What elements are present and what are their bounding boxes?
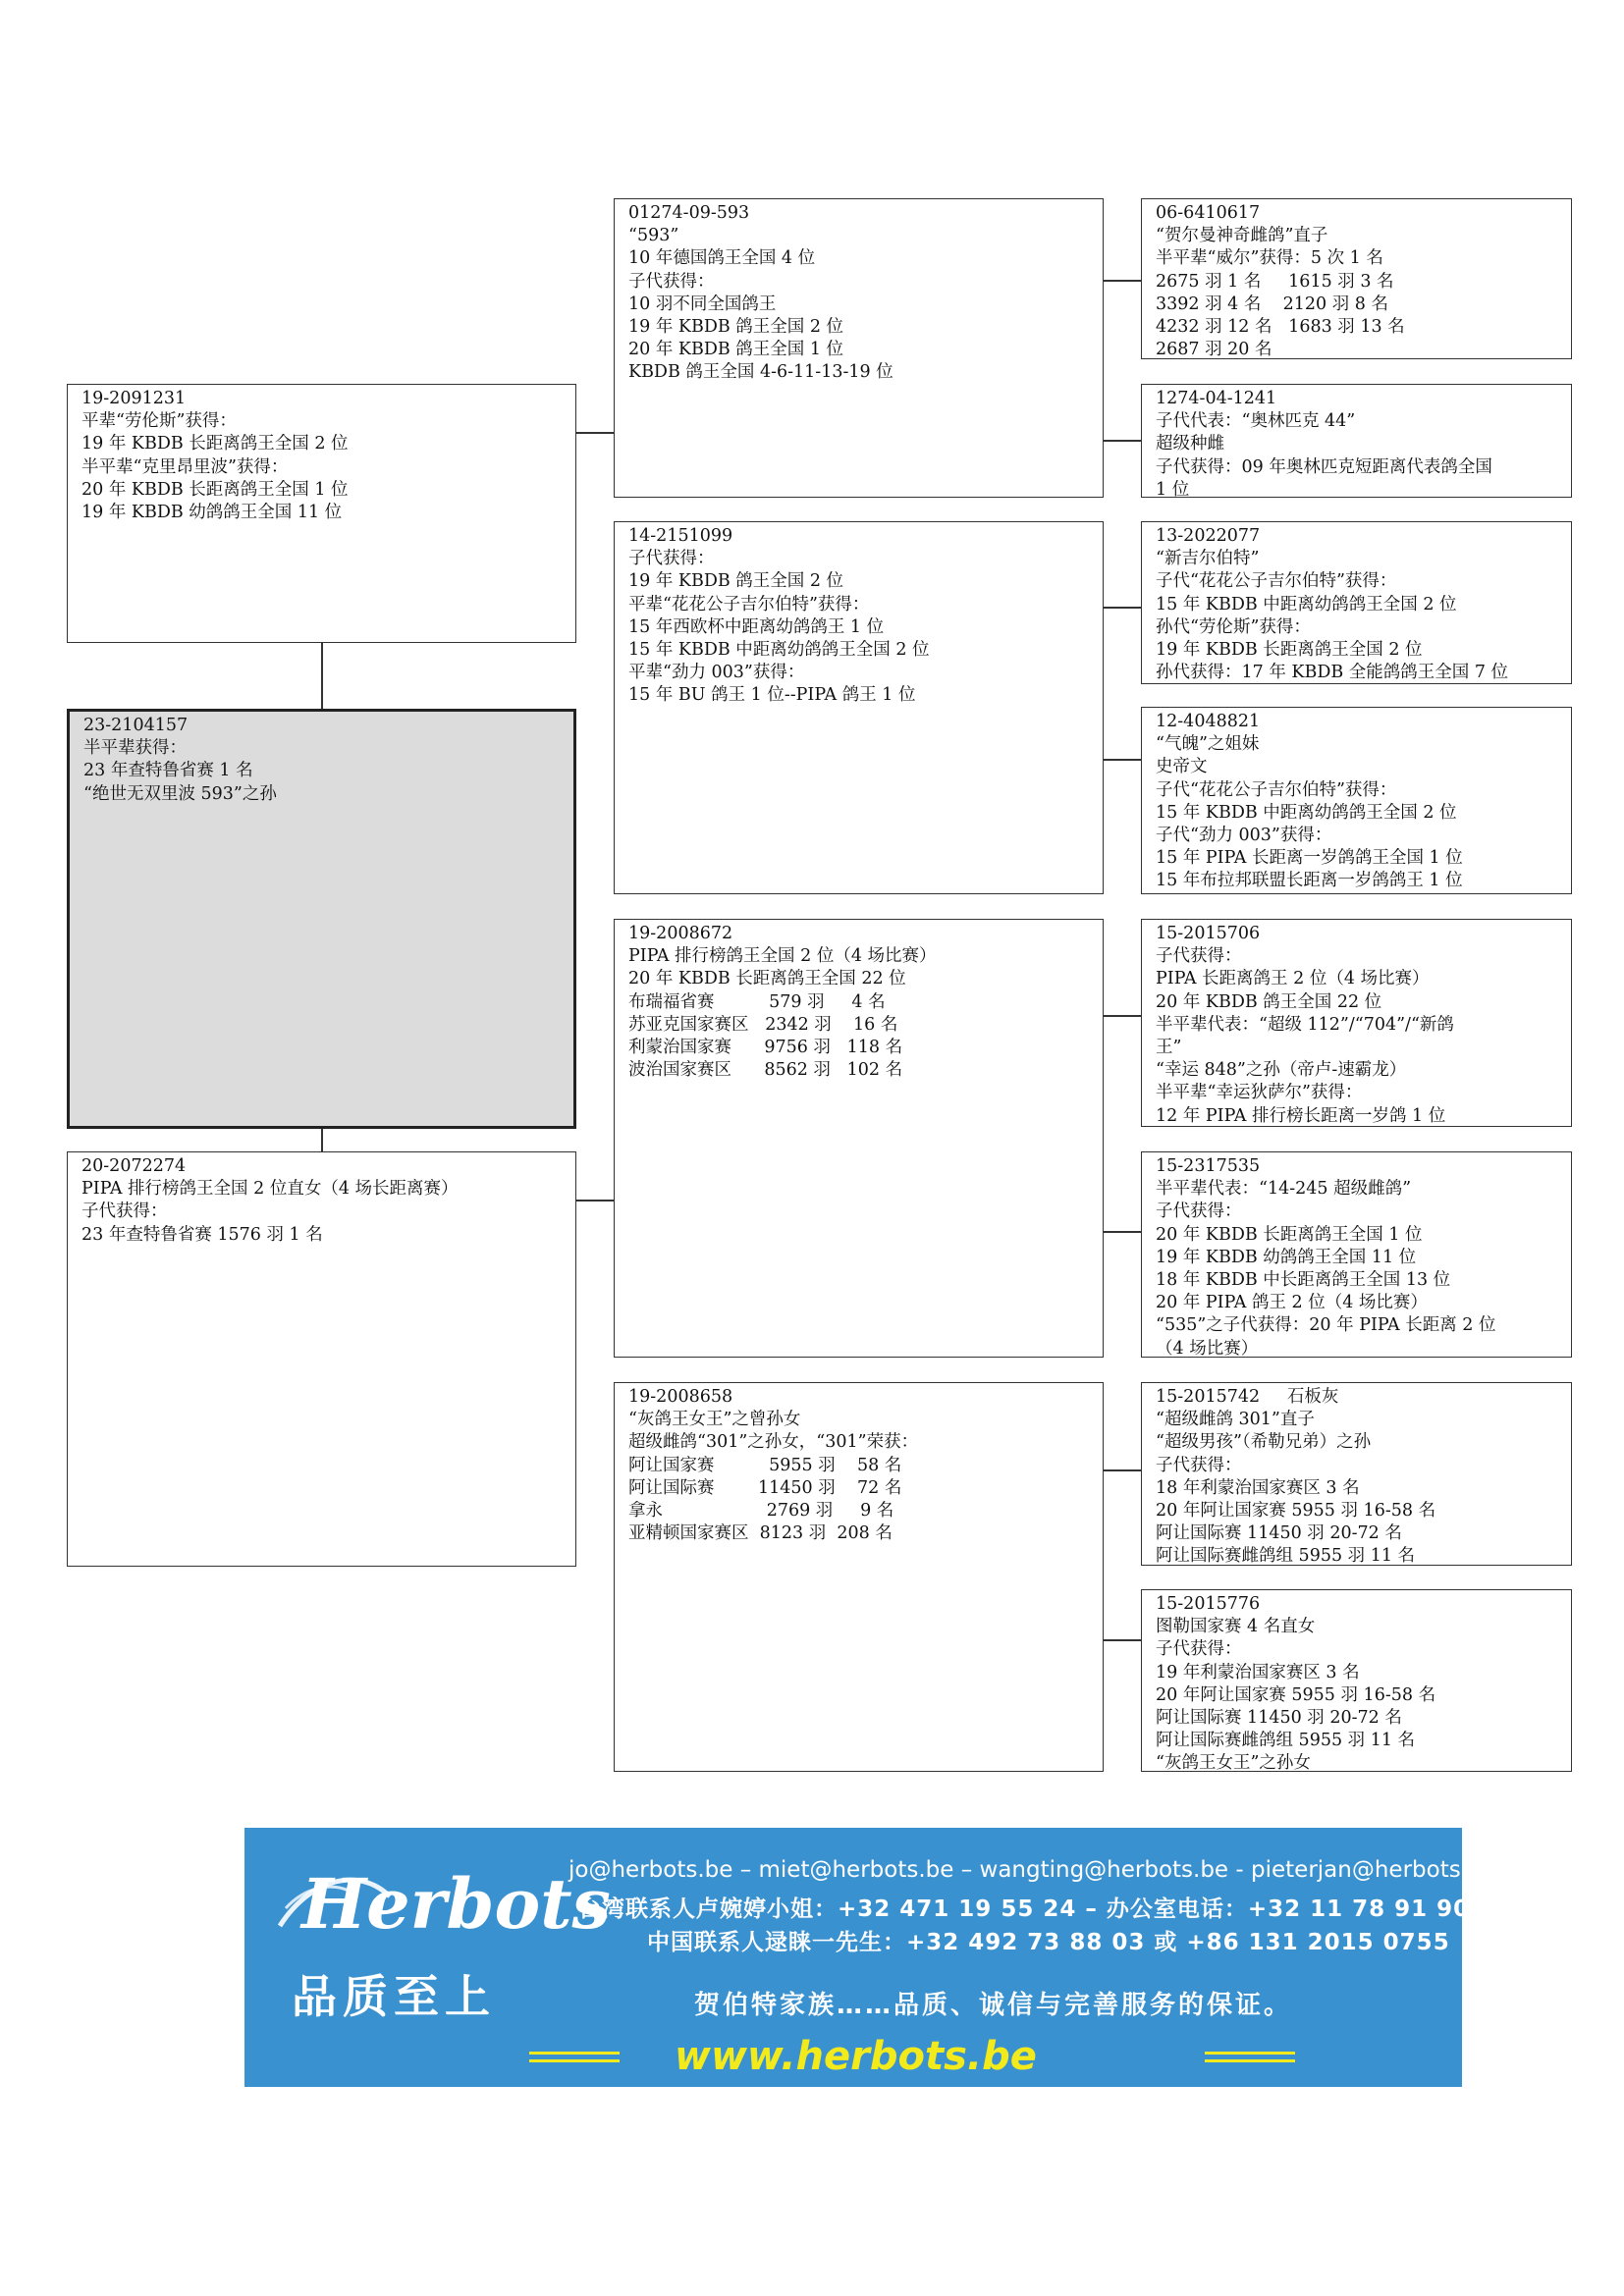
record-line: 3392 羽 4 名 2120 羽 8 名 — [1156, 294, 1388, 314]
record-line: 15 年 PIPA 长距离一岁鸽鸽王全国 1 位 — [1156, 848, 1463, 869]
record-line: 利蒙治国家赛 9756 羽 118 名 — [628, 1038, 903, 1058]
record-line: 超级种雌 — [1156, 434, 1224, 454]
decor-line-right — [1205, 2052, 1295, 2055]
record-line: “593” — [628, 226, 679, 246]
record-line: “灰鸽王女王”之曾孙女 — [628, 1410, 801, 1430]
record-line: 子代获得： — [1156, 1639, 1242, 1660]
record-line: “贺尔曼神奇雌鸽”直子 — [1156, 226, 1328, 246]
record-line: “绝世无双里波 593”之孙 — [83, 783, 277, 804]
record-line: 19 年 KBDB 长距离鸽王全国 2 位 — [1156, 640, 1423, 661]
record-line: 4232 羽 12 名 1683 羽 13 名 — [1156, 317, 1405, 338]
record-line: 子代“劲力 003”获得： — [1156, 826, 1332, 846]
record-line: 2675 羽 1 名 1615 羽 3 名 — [1156, 271, 1394, 292]
sire-box — [67, 384, 576, 643]
dam-sire-box — [614, 919, 1104, 1358]
record-line: 19 年利蒙治国家赛区 3 名 — [1156, 1662, 1360, 1682]
china-contact: 中国联系人逯睐一先生：+32 492 73 88 03 或 +86 131 2015 0755 — [647, 1930, 1450, 1955]
ring-number: 15-2015776 — [1156, 1594, 1261, 1614]
record-line: 史帝文 — [1156, 757, 1208, 777]
record-line: “新吉尔伯特” — [1156, 549, 1260, 569]
sd-dam-box — [1141, 707, 1572, 894]
record-line: 15 年 KBDB 中距离幼鸽鸽王全国 2 位 — [628, 640, 930, 661]
record-line: 苏亚克国家赛区 2342 羽 16 名 — [628, 1014, 898, 1035]
ring-number: 01274-09-593 — [628, 203, 750, 223]
record-line: 10 年德国鸽王全国 4 位 — [628, 248, 816, 269]
ring-number: 19-2091231 — [81, 389, 187, 408]
record-line: 18 年利蒙治国家赛区 3 名 — [1156, 1477, 1360, 1498]
ds-sire-box — [1141, 919, 1572, 1127]
record-line: 图勒国家赛 4 名直女 — [1156, 1617, 1316, 1637]
record-line: 子代获得： — [628, 549, 715, 569]
ring-number: 19-2008672 — [628, 924, 733, 943]
connector — [576, 432, 614, 434]
record-line: 波治国家赛区 8562 羽 102 名 — [628, 1060, 903, 1081]
record-line: 阿让国际赛雌鸽组 5955 羽 11 名 — [1156, 1546, 1416, 1567]
record-line: KBDB 鸽王全国 4-6-11-13-19 位 — [628, 362, 893, 383]
record-line: 王” — [1156, 1038, 1182, 1058]
sire-sire-box — [614, 198, 1104, 498]
dd-sire-box — [1141, 1382, 1572, 1566]
ss-dam-box — [1141, 384, 1572, 498]
record-line: “超级雌鸽 301”直子 — [1156, 1410, 1315, 1430]
record-line: PIPA 排行榜鸽王全国 2 位直女（4 场长距离赛） — [81, 1179, 459, 1200]
connector — [1104, 280, 1141, 282]
record-line: 阿让国际赛雌鸽组 5955 羽 11 名 — [1156, 1731, 1416, 1751]
record-line: 20 年 KBDB 长距离鸽王全国 1 位 — [1156, 1224, 1423, 1245]
ss-sire-box — [1141, 198, 1572, 359]
dam-dam-box — [614, 1382, 1104, 1772]
record-line: 20 年 KBDB 长距离鸽王全国 22 位 — [628, 969, 906, 989]
email-list[interactable]: jo@herbots.be – miet@herbots.be – wangting@herbots.be - pieterjan@herbots.be — [568, 1857, 1496, 1883]
record-line: 布瑞福省赛 579 羽 4 名 — [628, 991, 886, 1012]
subject-box — [67, 709, 576, 1129]
record-line: 阿让国家赛 5955 羽 58 名 — [628, 1455, 902, 1475]
record-line: 19 年 KBDB 鸽王全国 2 位 — [628, 571, 844, 592]
record-line: 15 年西欧杯中距离幼鸽鸽王 1 位 — [628, 616, 885, 637]
dd-dam-box — [1141, 1589, 1572, 1772]
record-line: 半平辈获得： — [83, 738, 187, 759]
connector — [1104, 1469, 1141, 1471]
record-line: 20 年 KBDB 鸽王全国 22 位 — [1156, 991, 1382, 1012]
record-line: 子代获得： — [1156, 946, 1242, 967]
record-line: 20 年 KBDB 长距离鸽王全国 1 位 — [81, 479, 349, 500]
record-line: 23 年查特鲁省赛 1576 羽 1 名 — [81, 1224, 323, 1245]
record-line: 阿让国际赛 11450 羽 72 名 — [628, 1477, 902, 1498]
record-line: PIPA 排行榜鸽王全国 2 位（4 场比赛） — [628, 946, 937, 967]
record-line: 18 年 KBDB 中长距离鸽王全国 13 位 — [1156, 1270, 1451, 1291]
record-line: 15 年 BU 鸽王 1 位--PIPA 鸽王 1 位 — [628, 685, 916, 706]
record-line: PIPA 长距离鸽王 2 位（4 场比赛） — [1156, 969, 1430, 989]
connector — [1104, 1231, 1141, 1233]
record-line: 平辈“花花公子吉尔伯特”获得： — [628, 594, 870, 614]
record-line: 阿让国际赛 11450 羽 20-72 名 — [1156, 1708, 1402, 1729]
record-line: 20 年 KBDB 鸽王全国 1 位 — [628, 340, 844, 360]
record-line: 19 年 KBDB 幼鸽鸽王全国 11 位 — [81, 503, 343, 523]
record-line: 亚精顿国家赛区 8123 羽 208 名 — [628, 1523, 893, 1544]
dam-box — [67, 1151, 576, 1567]
record-line: 子代“花花公子吉尔伯特”获得： — [1156, 571, 1397, 592]
record-line: 半平辈代表：“14-245 超级雌鸽” — [1156, 1179, 1412, 1200]
record-line: 20 年阿让国家赛 5955 羽 16-58 名 — [1156, 1501, 1436, 1522]
record-line: 子代获得：09 年奥林匹克短距离代表鸽全国 — [1156, 456, 1492, 477]
connector — [1104, 1015, 1141, 1017]
record-line: 拿永 2769 羽 9 名 — [628, 1501, 894, 1522]
record-line: 15 年 KBDB 中距离幼鸽鸽王全国 2 位 — [1156, 802, 1457, 823]
motto: 贺伯特家族……品质、诚信与完善服务的保证。 — [694, 1991, 1293, 2020]
ds-dam-box — [1141, 1151, 1572, 1358]
record-line: 20 年 PIPA 鸽王 2 位（4 场比赛） — [1156, 1293, 1428, 1313]
ring-number: 15-2317535 — [1156, 1156, 1261, 1176]
ring-number: 15-2015742 石板灰 — [1156, 1387, 1339, 1407]
record-line: 超级雌鸽“301”之孙女，“301”荣获： — [628, 1432, 919, 1453]
record-line: “幸运 848”之孙（帝卢-速霸龙） — [1156, 1060, 1407, 1081]
record-line: 10 羽不同全国鸽王 — [628, 294, 777, 314]
sire-dam-box — [614, 521, 1104, 894]
connector — [1104, 1639, 1141, 1641]
record-line: 孙代获得：17 年 KBDB 全能鸽鸽王全国 7 位 — [1156, 663, 1509, 683]
ring-number: 15-2015706 — [1156, 924, 1261, 943]
svg-text:Herbots: Herbots — [301, 1863, 611, 1945]
slogan: 品质至上 — [292, 1970, 496, 2023]
record-line: 半平辈“克里昂里波”获得： — [81, 456, 289, 477]
record-line: 19 年 KBDB 长距离鸽王全国 2 位 — [81, 434, 349, 454]
record-line: 15 年 KBDB 中距离幼鸽鸽王全国 2 位 — [1156, 594, 1457, 614]
record-line: “灰鸽王女王”之孙女 — [1156, 1753, 1311, 1774]
ring-number: 12-4048821 — [1156, 712, 1261, 731]
herbots-logo — [272, 1857, 611, 1946]
record-line: 平辈“劲力 003”获得： — [628, 663, 805, 683]
contact-banner — [244, 1828, 1496, 2087]
connector — [576, 1200, 614, 1201]
connector — [1104, 440, 1141, 442]
record-line: 15 年布拉邦联盟长距离一岁鸽鸽王 1 位 — [1156, 871, 1463, 891]
record-line: 半平辈“威尔”获得：5 次 1 名 — [1156, 248, 1383, 269]
connector — [1104, 759, 1141, 761]
record-line: 子代“花花公子吉尔伯特”获得： — [1156, 779, 1397, 800]
decor-line-left — [529, 2059, 620, 2062]
ring-number: 19-2008658 — [628, 1387, 733, 1407]
sd-sire-box — [1141, 521, 1572, 684]
record-line: 子代代表：“奥林匹克 44” — [1156, 411, 1356, 432]
record-line: 1 位 — [1156, 479, 1190, 500]
record-line: 阿让国际赛 11450 羽 20-72 名 — [1156, 1523, 1402, 1544]
ring-number: 13-2022077 — [1156, 526, 1261, 546]
record-line: 2687 羽 20 名 — [1156, 340, 1272, 360]
record-line: 子代获得： — [1156, 1455, 1242, 1475]
record-line: 平辈“劳伦斯”获得： — [81, 411, 237, 432]
website-link[interactable]: www.herbots.be — [675, 2034, 1037, 2079]
record-line: 半平辈“幸运狄萨尔”获得： — [1156, 1083, 1363, 1103]
record-line: 20 年阿让国家赛 5955 羽 16-58 名 — [1156, 1684, 1436, 1705]
decor-line-left — [529, 2052, 620, 2055]
connector — [321, 1129, 323, 1151]
record-line: 子代获得： — [628, 271, 715, 292]
record-line: 半平辈代表：“超级 112”/“704”/“新鸽 — [1156, 1014, 1454, 1035]
record-line: “535”之子代获得：20 年 PIPA 长距离 2 位 — [1156, 1315, 1496, 1336]
record-line: （4 场比赛） — [1156, 1338, 1259, 1359]
record-line: 子代获得： — [1156, 1201, 1242, 1222]
connector — [1104, 607, 1141, 609]
record-line: 23 年查特鲁省赛 1 名 — [83, 761, 253, 781]
record-line: 19 年 KBDB 鸽王全国 2 位 — [628, 317, 844, 338]
ring-number: 14-2151099 — [628, 526, 733, 546]
ring-number: 1274-04-1241 — [1156, 389, 1277, 408]
record-line: “气魄”之姐妹 — [1156, 734, 1260, 755]
record-line: 孙代“劳伦斯”获得： — [1156, 616, 1311, 637]
ring-number: 06-6410617 — [1156, 203, 1261, 223]
decor-line-right — [1205, 2059, 1295, 2062]
record-line: “超级男孩”（希勒兄弟）之孙 — [1156, 1432, 1372, 1453]
ring-number: 20-2072274 — [81, 1156, 187, 1176]
record-line: 子代获得： — [81, 1201, 168, 1222]
record-line: 12 年 PIPA 排行榜长距离一岁鸽 1 位 — [1156, 1105, 1446, 1126]
ring-number: 23-2104157 — [83, 716, 189, 735]
taiwan-contact: 台湾联系人卢婉婷小姐：+32 471 19 55 24 – 办公室电话：+32 11 78 91 90 — [578, 1896, 1471, 1922]
record-line: 19 年 KBDB 幼鸽鸽王全国 11 位 — [1156, 1247, 1417, 1267]
connector — [321, 643, 323, 709]
